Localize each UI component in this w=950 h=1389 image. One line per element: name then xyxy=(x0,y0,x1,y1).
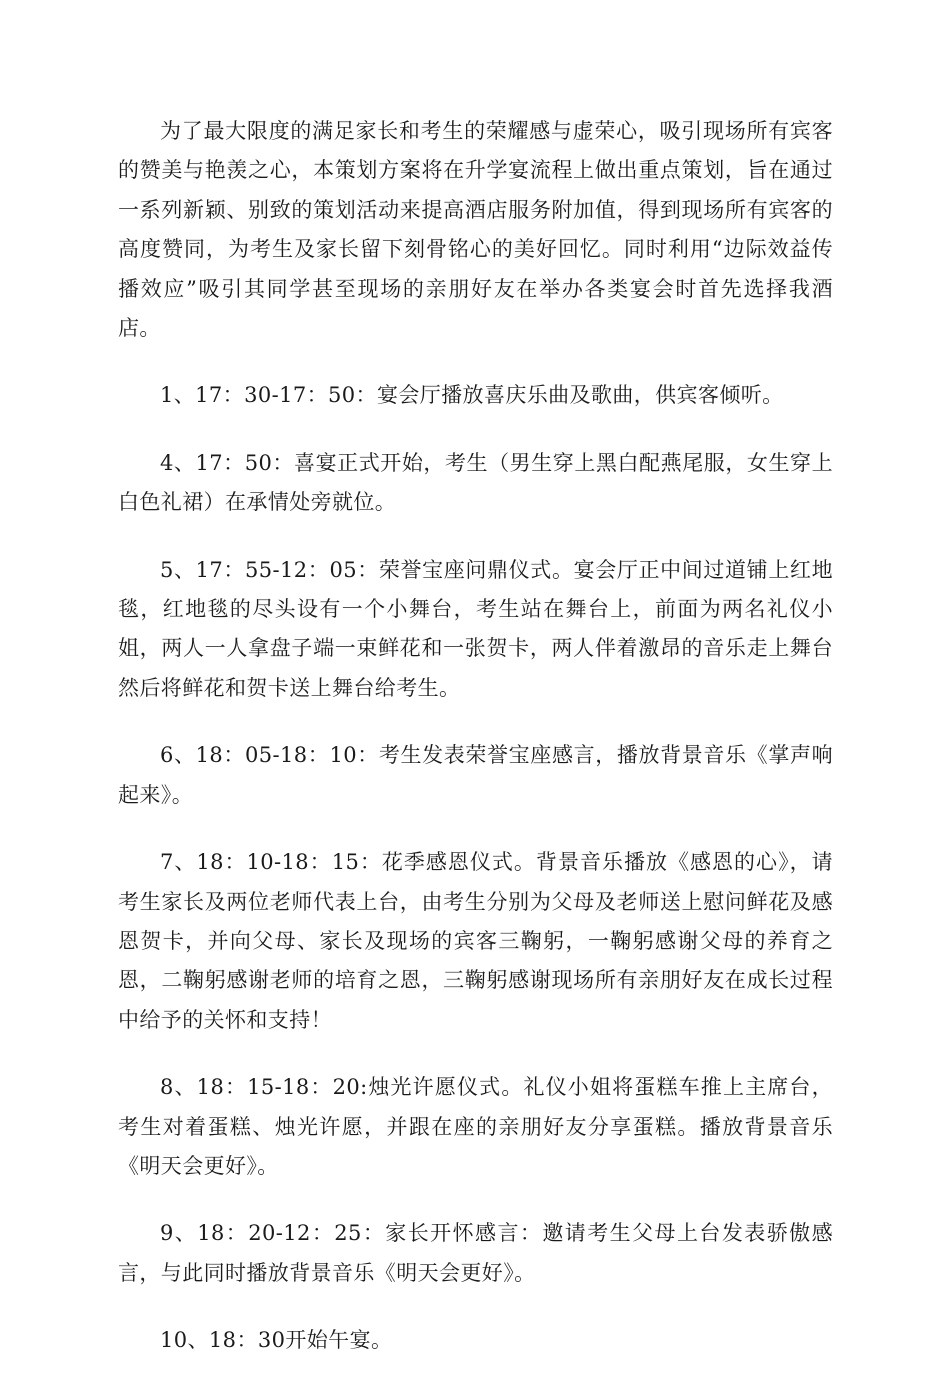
schedule-item-1: 1、17：30-17：50：宴会厅播放喜庆乐曲及歌曲，供宾客倾听。 xyxy=(160,383,784,408)
schedule-item-5: 5、17：55-12：05：荣誉宝座问鼎仪式。宴会厅正中间过道铺上红地毯，红地毯的尽头设有一个小舞台，考生站在舞台上，前面为两名礼仪小姐，两人一人拿盘子端一束鲜花和一张贺卡，两人伴着激昂的音乐走上舞台然后将鲜花和贺卡送上舞台给考生。 xyxy=(118,557,833,700)
schedule-item-9: 9、18：20-12：25：家长开怀感言：邀请考生父母上台发表骄傲感言，与此同时播放背景音乐《明天会更好》。 xyxy=(118,1221,833,1285)
schedule-item-6: 6、18：05-18：10：考生发表荣誉宝座感言，播放背景音乐《掌声响起来》。 xyxy=(118,743,833,807)
document-page xyxy=(118,112,833,1389)
schedule-item-8: 8、18：15-18：20:烛光许愿仪式。礼仪小姐将蛋糕车推上主席台，考生对着蛋糕、烛光许愿，并跟在座的亲朋好友分享蛋糕。播放背景音乐《明天会更好》。 xyxy=(118,1075,833,1178)
intro-paragraph: 为了最大限度的满足家长和考生的荣耀感与虚荣心，吸引现场所有宾客的赞美与艳羡之心，本策划方案将在升学宴流程上做出重点策划，旨在通过一系列新颖、别致的策划活动来提高酒店服务附加值，得到现场所有宾客的高度赞同，为考生及家长留下刻骨铭心的美好回忆。同时利用“边际效益传播效应”吸引其同学甚至现场的亲朋好友在举办各类宴会时首先选择我酒店。 xyxy=(118,119,833,341)
schedule-item-4: 4、17：50：喜宴正式开始，考生（男生穿上黑白配燕尾服，女生穿上白色礼裙）在承情处旁就位。 xyxy=(118,450,833,515)
schedule-item-7: 7、18：10-18：15：花季感恩仪式。背景音乐播放《感恩的心》，请考生家长及两位老师代表上台，由考生分别为父母及老师送上慰问鲜花及感恩贺卡，并向父母、家长及现场的宾客三鞠躬，一鞠躬感谢父母的养育之恩，二鞠躬感谢老师的培育之恩，三鞠躬感谢现场所有亲朋好友在成长过程中给予的关怀和支持！ xyxy=(118,850,833,1032)
schedule-item-10: 10、18：30开始午宴。 xyxy=(160,1328,393,1353)
